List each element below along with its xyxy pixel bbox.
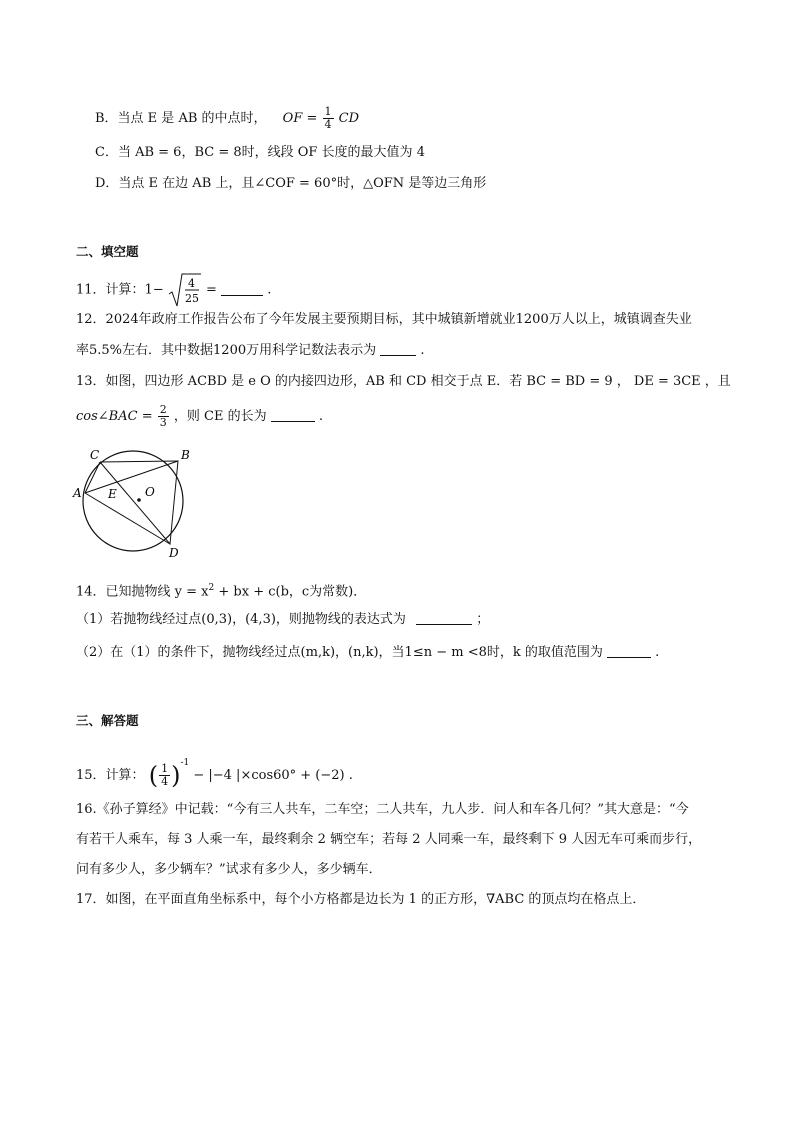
q13-suffix: ，则 CE 的长为 <box>173 409 267 424</box>
q14-part2-end: . <box>655 645 660 660</box>
question-16-line-2: 有若干人乘车，每 3 人乘一车，最终剩余 2 辆空车；若每 2 人同乘一车，最终剩下 9 人因无车可乘而步行， <box>76 832 702 847</box>
q14-part1-end: ； <box>476 612 490 627</box>
fraction-numerator: 1 <box>324 105 332 118</box>
q15-exponent: -1 <box>180 758 190 768</box>
q11-prefix: 11．计算：1− <box>76 282 164 298</box>
q15-prefix: 15．计算： <box>76 768 145 783</box>
q14-suffix: + bx + c(b，c为常数)． <box>214 584 367 600</box>
label-e: E <box>108 487 117 501</box>
q13-cos: cos∠BAC = <box>76 409 153 424</box>
q15-fraction <box>159 763 170 788</box>
q14-prefix: 14．已知抛物线 y = x <box>76 584 209 600</box>
question-15 <box>76 753 353 788</box>
question-16-line-1: 16.《孙子算经》中记载：“今有三人共车，二车空；二人共车，九人步．问人和车各几何？”其大意是：“今 <box>76 802 689 817</box>
fraction-numerator: 2 <box>159 403 167 416</box>
question-14-line-1 <box>76 578 366 602</box>
q14-superscript: 2 <box>208 583 215 593</box>
option-b-rhs: CD <box>338 111 360 126</box>
q12-text: 率5.5%左右．其中数据1200万用科学记数法表示为 <box>76 343 377 358</box>
center-point <box>137 498 141 502</box>
answer-blank <box>271 407 315 422</box>
question-12-line-2 <box>76 341 425 361</box>
triangle-cbd <box>100 461 178 544</box>
option-b-fraction <box>323 106 334 131</box>
label-a: A <box>73 486 82 500</box>
right-paren: ) <box>171 761 181 790</box>
section-heading-solutions: 三、解答题 <box>76 713 139 728</box>
option-d: D．当点 E 在边 AB 上，且∠COF = 60°时，△OFN 是等边三角形 <box>95 176 487 191</box>
q14-part1-text: （1）若抛物线经过点(0,3)，(4,3)，则抛物线的表达式为 <box>76 612 406 627</box>
figure-13-circle-diagram <box>70 445 200 560</box>
answer-blank <box>416 610 472 625</box>
question-14-part-1 <box>76 610 489 630</box>
section-heading-fill-blank: 二、填空题 <box>76 244 139 259</box>
option-c: C．当 AB = 6，BC = 8时，线段 OF 长度的最大值为 4 <box>95 145 425 160</box>
question-12-line-1: 12．2024年政府工作报告公布了今年发展主要预期目标，其中城镇新增就业1200万人以上，城镇调查失业 <box>76 312 692 327</box>
label-d: D <box>169 546 179 560</box>
answer-blank <box>221 281 263 296</box>
q11-radical <box>168 272 202 308</box>
fraction-denominator: 4 <box>161 775 169 788</box>
question-13-line-1: 13．如图，四边形 ACBD 是 e O 的内接四边形，AB 和 CD 相交于点 E．若 BC = BD = 9 ， DE = 3CE ，且 <box>76 374 731 389</box>
q13-fraction <box>158 404 169 429</box>
radical-numerator: 4 <box>187 277 195 290</box>
left-paren: ( <box>148 761 159 790</box>
q11-equals: = <box>206 282 217 298</box>
question-13-line-2 <box>76 404 323 429</box>
q11-end: . <box>267 282 272 298</box>
question-16-line-3: 问有多少人，多少辆车？”试求有多少人，多少辆车． <box>76 862 382 877</box>
answer-blank <box>607 643 651 658</box>
q13-end: . <box>318 409 323 424</box>
label-c: C <box>90 448 100 462</box>
label-b: B <box>181 448 190 462</box>
question-17: 17．如图，在平面直角坐标系中，每个小方格都是边长为 1 的正方形，∇ABC 的顶点均在格点上． <box>76 892 646 907</box>
fraction-denominator: 4 <box>324 118 332 131</box>
q15-suffix: − |−4 |×cos60° + (−2) . <box>193 768 353 783</box>
fraction-denominator: 3 <box>159 416 167 429</box>
option-b-text: B．当点 E 是 AB 的中点时， <box>95 111 267 126</box>
q12-end: . <box>420 343 425 358</box>
radical-denominator: 25 <box>184 292 199 305</box>
answer-blank <box>380 341 416 356</box>
option-b <box>95 106 359 131</box>
question-11 <box>76 272 271 308</box>
segment-ab <box>85 461 178 493</box>
question-14-part-2 <box>76 643 659 663</box>
option-b-lhs: OF = <box>282 111 318 126</box>
fraction-numerator: 1 <box>161 762 169 775</box>
label-o: O <box>145 485 155 499</box>
radical-sign-icon <box>168 272 202 308</box>
q14-part2-text: （2）在（1）的条件下，抛物线经过点(m,k)，(n,k)，当1≤n − m <8时，k 的取值范围为 <box>76 645 603 660</box>
